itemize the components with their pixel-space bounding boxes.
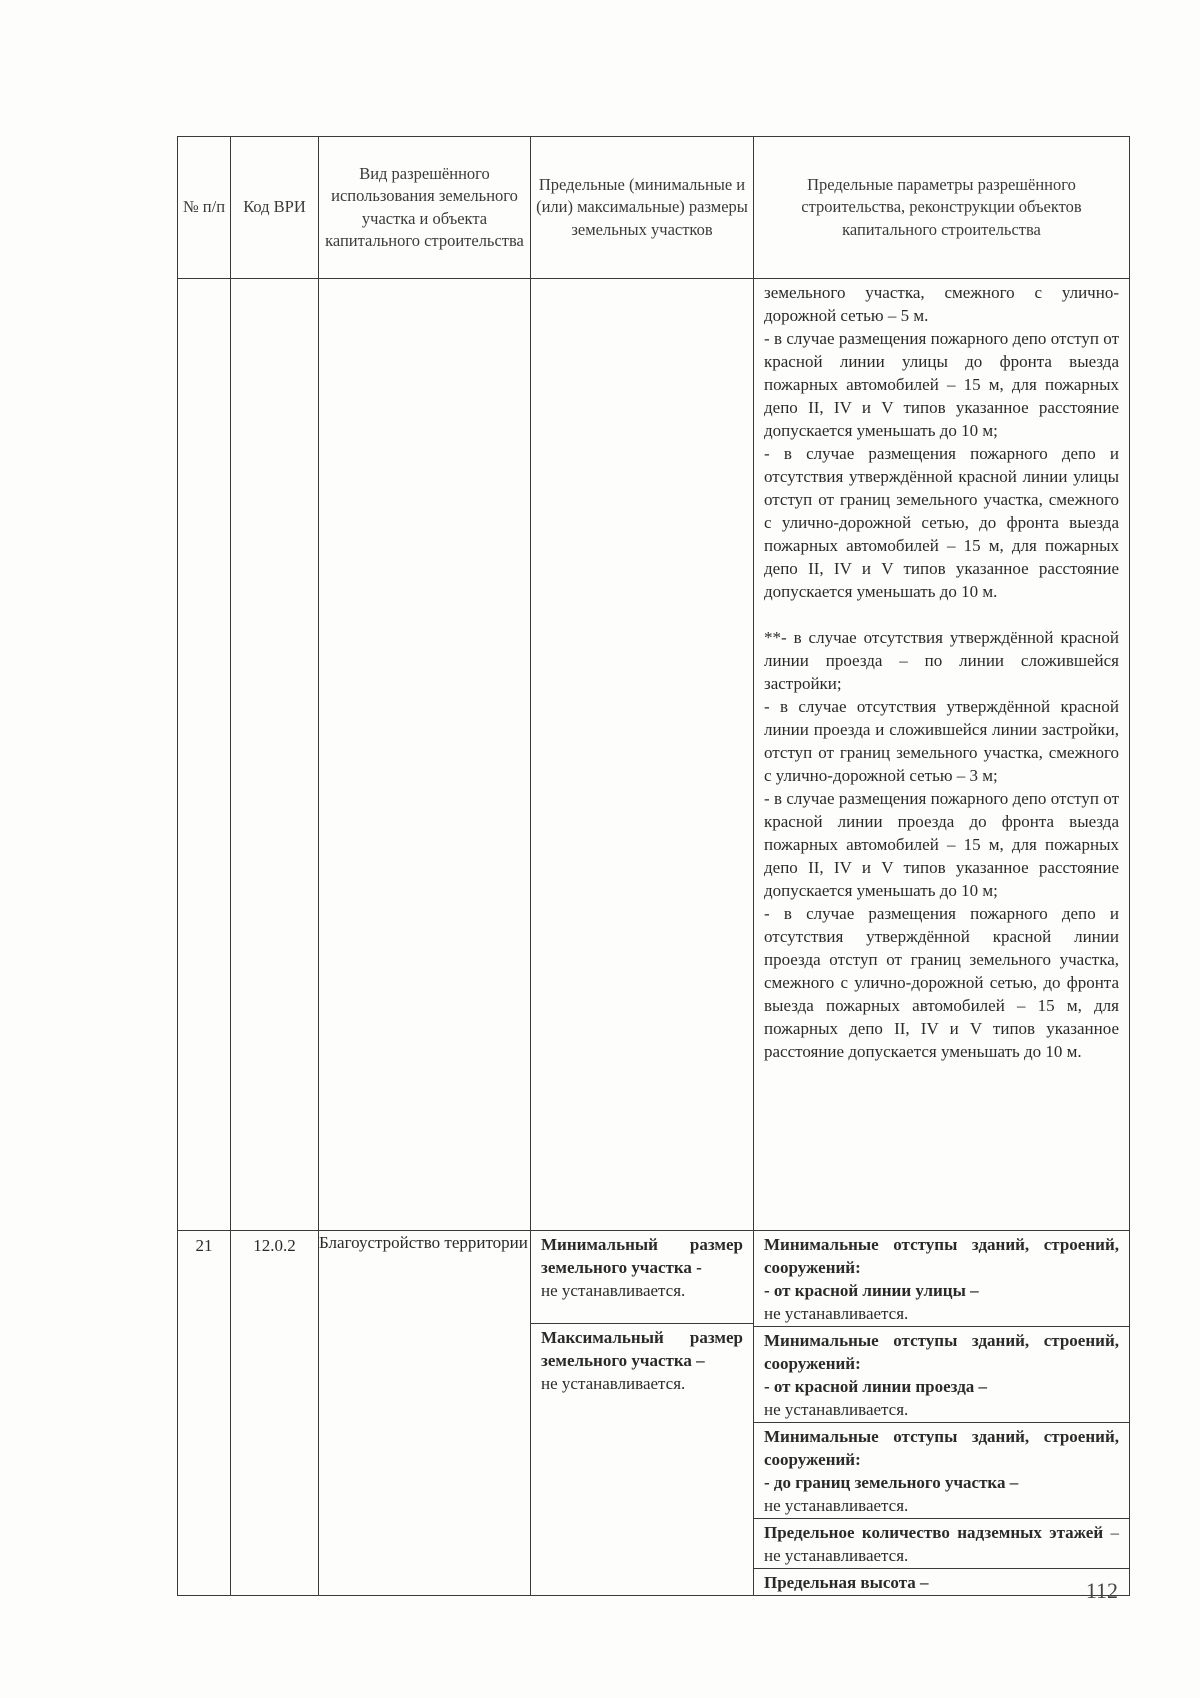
cont-sizes-cell (531, 279, 754, 1231)
param-boundary-setback (754, 1423, 1129, 1519)
param-value: не устанавливается. (764, 1400, 909, 1419)
param-sublabel: - от красной линии улицы – (764, 1281, 979, 1300)
row-num: 21 (178, 1231, 231, 1596)
page-number: 112 (1085, 1578, 1118, 1603)
param-driveway-setback (754, 1327, 1129, 1423)
cont-params-cell (754, 279, 1130, 1231)
row-code: 12.0.2 (231, 1231, 319, 1596)
param-floors (754, 1519, 1129, 1569)
param-value: не устанавливается. (764, 1496, 909, 1515)
size-max (531, 1324, 753, 1416)
header-num: № п/п (178, 137, 231, 279)
cont-line: - в случае размещения пожарного депо отступ от красной линии улицы до фронта выезда пожарных автомобилей – 15 м, для пожарных депо II, IV и V типов указанное расстояние допускается уменьшать до 10 м; (764, 329, 1119, 440)
param-sublabel: - до границ земельного участка – (764, 1473, 1019, 1492)
table-row-21 (178, 1231, 1130, 1596)
size-min (531, 1231, 753, 1324)
param-label: Минимальные отступы зданий, строений, сооружений: (764, 1331, 1119, 1373)
cont-line: - в случае размещения пожарного депо и отсутствия утверждённой красной линии улицы отступ от границ земельного участка, смежного с улично-дорожной сетью, до фронта выезда пожарных автомобилей – 15 м, для пожарных депо II, IV и V типов указанное расстояние допускается уменьшать до 10 м. (764, 444, 1119, 601)
header-sizes: Предельные (минимальные и (или) максимальные) размеры земельных участков (531, 137, 754, 279)
param-street-setback (754, 1231, 1129, 1327)
param-sublabel: - от красной линии проезда – (764, 1377, 988, 1396)
param-label: Минимальные отступы зданий, строений, сооружений: (764, 1235, 1119, 1277)
row-vri: Благоустройство территории (319, 1231, 531, 1596)
param-value: не устанавливается. (764, 1304, 909, 1323)
param-label: Минимальные отступы зданий, строений, сооружений: (764, 1427, 1119, 1469)
header-vri: Вид разрешённого использования земельного участка и объекта капитального строительства (319, 137, 531, 279)
header-code: Код ВРИ (231, 137, 319, 279)
cont-line: - в случае отсутствия утверждённой красной линии проезда и сложившейся линии застройки, отступ от границ земельного участка, смежного с улично-дорожной сетью – 3 м; (764, 697, 1119, 785)
cont-num-cell (178, 279, 231, 1231)
continuation-text (754, 279, 1129, 1065)
size-max-label: Максимальный размер земельного участка – (541, 1328, 743, 1370)
header-params: Предельные параметры разрешённого строительства, реконструкции объектов капитального строительства (754, 137, 1130, 279)
cont-line: **- в случае отсутствия утверждённой красной линии проезда – по линии сложившейся застройки; (764, 628, 1119, 693)
regulations-table (177, 136, 1130, 1596)
param-label: Предельное количество надземных этажей (764, 1523, 1104, 1542)
cont-vri-cell (319, 279, 531, 1231)
size-max-value: не устанавливается. (541, 1374, 686, 1393)
row-sizes (531, 1231, 754, 1596)
param-height (754, 1569, 1129, 1595)
size-min-value: не устанавливается. (541, 1281, 686, 1300)
paragraph-gap (764, 603, 1119, 626)
size-min-label: Минимальный размер земельного участка - (541, 1235, 743, 1277)
cont-line: - в случае размещения пожарного депо отступ от красной линии проезда до фронта выезда пожарных автомобилей – 15 м, для пожарных депо II, IV и V типов указанное расстояние допускается уменьшать до 10 м; (764, 789, 1119, 900)
table-header-row (178, 137, 1130, 279)
table-row-continuation (178, 279, 1130, 1231)
param-label: Предельная высота – (764, 1573, 929, 1592)
cont-line: земельного участка, смежного с улично-дорожной сетью – 5 м. (764, 283, 1119, 325)
param-value: – не устанавливается. (764, 1523, 1120, 1565)
cont-line: - в случае размещения пожарного депо и отсутствия утверждённой красной линии проезда отступ от границ земельного участка, смежного с улично-дорожной сетью, до фронта выезда пожарных автомобилей – 15 м, для пожарных депо II, IV и V типов указанное расстояние допускается уменьшать до 10 м. (764, 904, 1119, 1061)
cont-code-cell (231, 279, 319, 1231)
row-params (754, 1231, 1130, 1596)
